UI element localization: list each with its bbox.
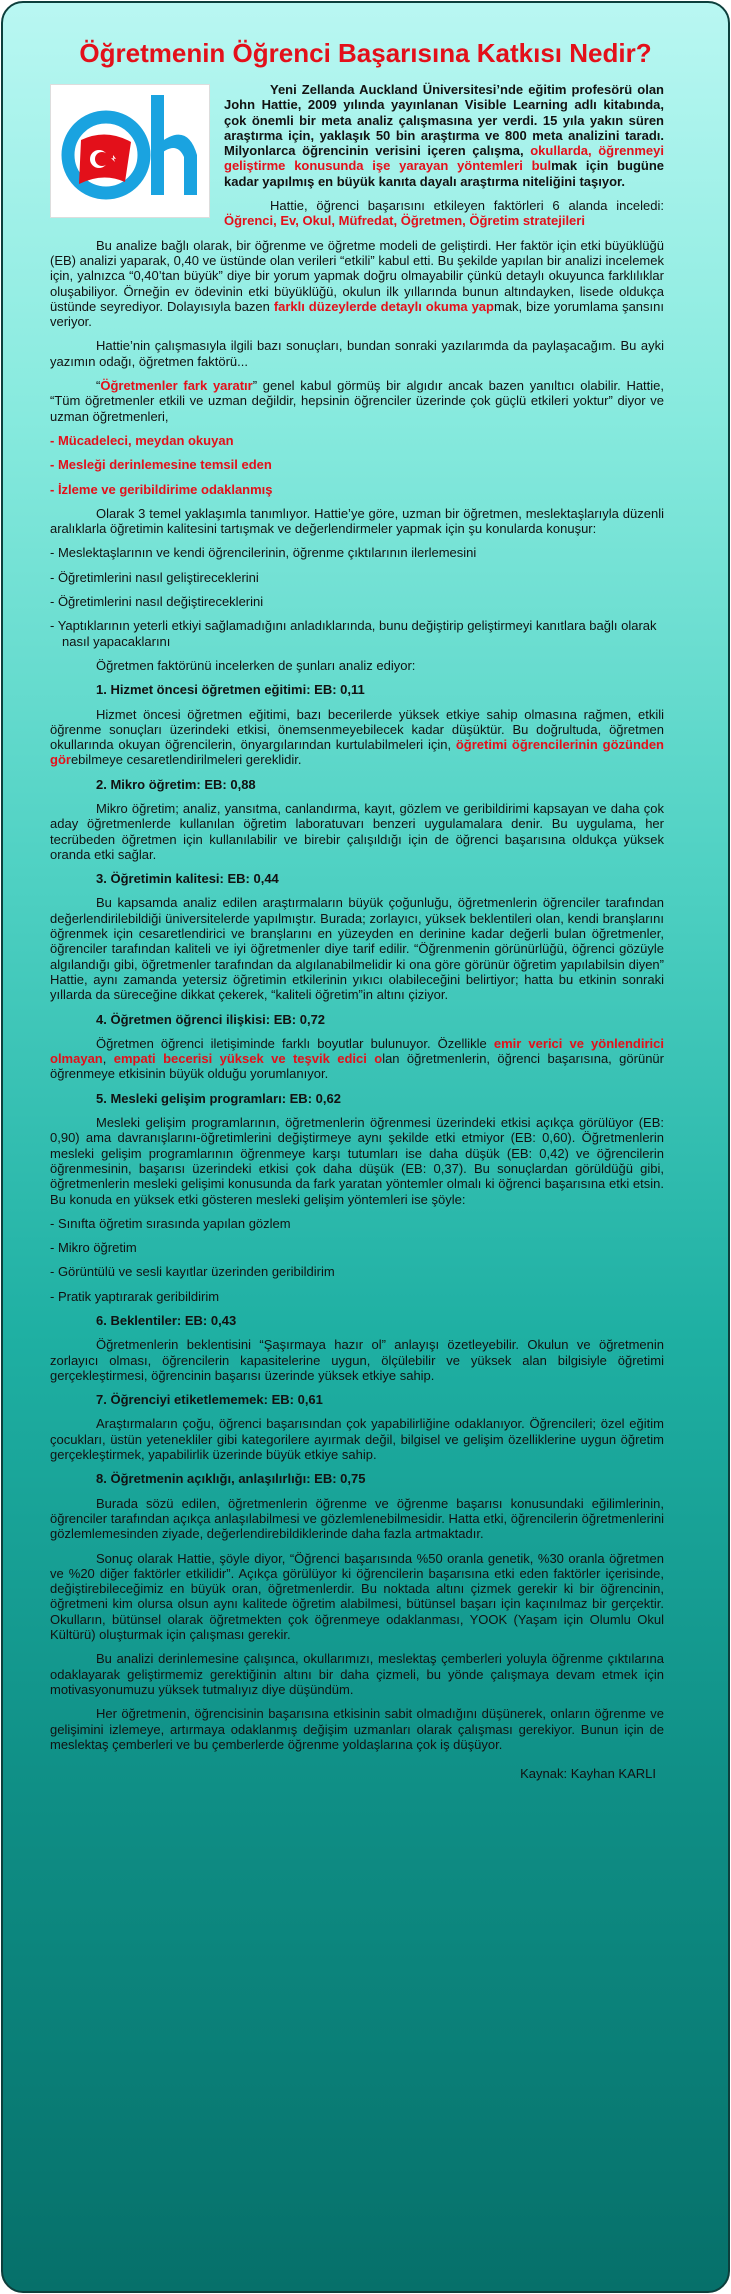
section-3-text: Bu kapsamda analiz edilen araştırmaların büyük çoğunluğu, öğretmenlerin öğrenciler tarafından değerlendirilebildiği üniversitelerde yapılmıştır. Burada; zorlayıcı, yüksek beklentileri olan, kendi branşlarını öğrenmek için cesaretlendirici ve branşlarını en yüzeyden en derinine kadar değerli bulan öğretmenler, öğrenciler tarafından kaliteli ve iyi öğretmenler diye tarif edilir. “Öğrenmenin görünürlüğü, öğrenci gözüyle algılandığı gibi, öğretmenler tarafından da algılanabilmelidir ki ona göre görünür öğretim yapılabilsin diyen” Hattie, aynı zamanda yetersiz öğretimin etkilerinin yıkıcı olabileceğini belirtiyor; hatta bu etkinin sonraki yıllarda da süreceğine dikkat çekerek, “kaliteli öğretim”in altını çiziyor. [50, 895, 664, 1003]
source-credit: Kaynak: Kayhan KARLI [520, 1766, 656, 1782]
intro-paragraph: Yeni Zellanda Auckland Üniversitesi’nde eğitim profesörü olan John Hattie, 2009 yılında yayınlanan Visible Learning adlı kitabında, çok önemli bir meta analiz çalışmasına yer verdi. 15 yıla yakın süren araştırma için, yaklaşık 50 bin araştırma ve 800 meta analizini taradı. Milyonlarca öğrencinin verisini içeren çalışma, okullarda, öğrenmeyi geliştirme konusunda işe yarayan yöntemleri bulmak için bugüne kadar yapılmış en büyük kanıta dayalı araştırma niteliğini taşıyor. [224, 82, 664, 189]
section-6-heading: 6. Beklentiler: EB: 0,43 [96, 1313, 237, 1328]
pd-method-1: - Sınıfta öğretim sırasında yapılan gözlem [50, 1215, 291, 1231]
section-1-heading: 1. Hizmet öncesi öğretmen eğitimi: EB: 0,11 [96, 682, 365, 698]
section-1-text: Hizmet öncesi öğretmen eğitimi, bazı becerilerde yüksek etkiye sahip olmasına rağmen, etkili öğrenme sonuçları üzerindeki etkisi, önemsenmeyebilecek kadar düşüktür. Bu doğrultuda, öğretmen okullarında okuyan öğrencilerin, önyargılarından kurtulabilmeleri için, öğretimi öğrencilerinin gözünden görebilmeye cesaretlendirilmeleri gereklidir. [50, 706, 665, 768]
section-8-text: Burada sözü edilen, öğretmenlerin öğrenme ve öğrenme başarısı konusundaki eğilimlerinin, öğrenciler tarafından açıkça anlaşılabilmesi ve gözlemlenebilmesidir. Hatta etki, öğrencilerin öğretmenlerini gözlemlemesinden ziyade, değerlendirebildiklerinde daha fazla artmaktadır. [50, 1495, 664, 1542]
pd-method-4: - Pratik yaptırarak geribildirim [50, 1288, 220, 1304]
conclusion-paragraph-2: Bu analizi derinlemesine çalışınca, okullarımızı, meslektaş çemberleri yoluyla öğrenme çıktılarına odaklayarak geliştirmemiz gerektiğinin altını bir daha çizmeli, bu yönde çalışmaya devam etmek için motivasyonumuzu yüksek tutmalıyız diye düşündüm. [50, 1651, 664, 1697]
section-2-heading: 2. Mikro öğretim: EB: 0,88 [96, 776, 256, 792]
section-2-text: Mikro öğretim; analiz, yansıtma, canlandırma, kayıt, gözlem ve geribildirimi kapsayan ve daha çok aday öğretmenlerde kullanılan öğretim laboratuvarı benzeri uygulamalara denir. Bu uygulama, her tecrübeden öğretmen için kullanılabilir ve birebir çalışıldığı için de öğrenci başarısına oldukça yüksek oranda etki sağlar. [50, 800, 664, 862]
expert-trait-2: - Mesleği derinlemesine temsil eden [50, 457, 272, 473]
expert-trait-3: - İzleme ve geribildirime odaklanmış [50, 481, 273, 497]
share-paragraph: Hattie’nin çalışmasıyla ilgili bazı sonuçları, bundan sonraki yazılarımda da paylaşacağım. Bu ayki yazımın odağı, öğretmen faktörü... [50, 338, 664, 369]
section-7-text: Araştırmaların çoğu, öğrenci başarısından çok yapabilirliğine odaklanıyor. Öğrencileri; özel eğitim çocukları, üstün yetenekliler gibi kategorilere ayırmak değil, bilgisel ve gelişim özelliklerine uygun öğretim gerçekleştirmek, yapabilirlik üzerinde büyük etkiye sahip. [50, 1416, 664, 1463]
intro-factors-paragraph: Hattie, öğrenci başarısını etkileyen faktörleri 6 alanda inceledi: Öğrenci, Ev, Okul, Müfredat, Öğretmen, Öğretim stratejileri [224, 198, 664, 229]
approach-paragraph: Olarak 3 temel yaklaşımla tanımlıyor. Hattie’ye göre, uzman bir öğretmen, meslektaşlarıyla düzenli aralıklarla öğretimin kalitesini tartışmak ve değerlendirmeler yapmak için şu konularda konuşur: [50, 505, 664, 537]
section-7-heading: 7. Öğrenciyi etiketlememek: EB: 0,61 [96, 1392, 323, 1408]
fark-paragraph: “Öğretmenler fark yaratır” genel kabul görmüş bir algıdır ancak bazen yanıltıcı olabilir. Hattie, “Tüm öğretmenler etkili ve uzman değildir, hepsinin öğrenciler üzerinde çok güçlü etkileri yoktur” diyor ve uzman öğretmenleri, [50, 378, 665, 424]
section-5-text: Mesleki gelişim programlarının, öğretmenlerin öğrenmesi üzerindeki etkisi açıkça görülüyor (EB: 0,90) ama davranışlarını-öğretimlerini değiştirmeye aynı şekilde etki etmiyor (EB: 0,60). Öğretmenlerin mesleki gelişim programlarının öğrenmeye karşı tutumları ise daha düşük (EB: 0,42) ve öğrencilerin öğrenmesinin, başarısı üzerindeki etkisi çok daha düşük (EB: 0,37). Bu sonuçlardan görüldüğü gibi, öğretmenlerin mesleki gelişimi konusunda da fark yaratan yöntemler olmalı ki öğrenci başarısına etki etsin. Bu konuda en yüksek etki gösteren mesleki gelişim yöntemleri ise şöyle: [50, 1115, 664, 1207]
pd-method-2: - Mikro öğretim [50, 1240, 137, 1256]
oh-logo-icon [50, 84, 210, 218]
discussion-topic-1: - Meslektaşlarının ve kendi öğrencilerinin, öğrenme çıktılarının ilerlemesini [50, 545, 477, 561]
discussion-topic-4: - Yaptıklarının yeterli etkiyi sağlamadığını anladıklarında, bunu değiştirip geliştirmeyi kanıtlara bağlı olarak nasıl yapacaklarını [50, 618, 657, 649]
section-3-heading: 3. Öğretimin kalitesi: EB: 0,44 [96, 871, 279, 887]
section-4-text: Öğretmen öğrenci iletişiminde farklı boyutlar bulunuyor. Özellikle emir verici ve yönlendirici olmayan, empati becerisi yüksek ve teşvik edici olan öğretmenlerin, öğrenci başarısına, görünür öğrenmeye etkisinin büyük olduğu yorumlanıyor. [50, 1035, 664, 1082]
discussion-topic-2: - Öğretimlerini nasıl geliştireceklerini [50, 569, 259, 585]
section-6-text: Öğretmenlerin beklentisini “Şaşırmaya hazır ol” anlayışı özetleyebilir. Okulun ve öğretmenin zorlayıcı olması, öğrencilerin kapasitelerine uygun, ölçülebilir ve yüksek alan bilgisiyle öğretimi gerçekleştirmesi, öğrencinin başarısı üzerinde yüksek etkiye sahip. [50, 1337, 664, 1383]
discussion-topic-3: - Öğretimlerini nasıl değiştireceklerini [50, 594, 264, 610]
section-5-heading: 5. Mesleki gelişim programları: EB: 0,62 [96, 1090, 341, 1106]
article-body [50, 82, 664, 1781]
expert-trait-1: - Mücadeleci, meydan okuyan [50, 432, 234, 448]
section-8-heading: 8. Öğretmenin açıklığı, anlaşılırlığı: EB: 0,75 [96, 1471, 366, 1487]
conclusion-paragraph-3: Her öğretmenin, öğrencisinin başarısına etkisinin sabit olmadığını düşünerek, onların öğrenme ve gelişimini izlemeye, artırmaya odaklanmış değişim uzmanları olarak çalışması gerekiyor. Bunun için de meslektaş çemberleri ve bu çemberlerde öğrenme yoldaşlarına çok iş düşüyor. [50, 1706, 664, 1752]
pd-method-3: - Görüntülü ve sesli kayıtlar üzerinden geribildirim [50, 1264, 335, 1280]
page-title: Öğretmenin Öğrenci Başarısına Katkısı Nedir? [79, 38, 652, 68]
section-4-heading: 4. Öğretmen öğrenci ilişkisi: EB: 0,72 [96, 1011, 326, 1027]
factor-intro-paragraph: Öğretmen faktörünü incelerken de şunları analiz ediyor: [96, 657, 416, 673]
analysis-paragraph: Bu analize bağlı olarak, bir öğrenme ve öğretme modeli de geliştirdi. Her faktör için etki büyüklüğü (EB) analizi yaparak, 0,40 ve üstünde olan verileri “etkili” kabul etti. Bu şekilde yapılan bir analizi incelemek için, yalnızca “0,40’tan büyük” diye bir yorum yapmak doğru olmayabilir çünkü detaylı okuyunca farklılıklar oluşabiliyor. Örneğin ev ödevinin etki büyüklüğü, okulun ilk yıllarında bunun altındayken, lisede oldukça üstünde seyrediyor. Dolayısıyla bazen farklı düzeylerde detaylı okuma yapmak, bize yorumlama şansını veriyor. [50, 237, 664, 330]
conclusion-paragraph-1: Sonuç olarak Hattie, şöyle diyor, “Öğrenci başarısında %50 oranla genetik, %30 oranla öğretmen ve %20 diğer faktörler etkilidir”. Açıkça görülüyor ki öğrencilerin başarısına etki eden faktörler içerisinde, değiştirebileceğimiz en büyük oran, öğretmenlerdir. Bu noktada altını çizmek gerekir ki bir öğrencinin, öğretmeni kim olursa olsun aynı kalitede öğretim alabilmesi, bütünsel başarı için kaçınılmaz bir gerçektir. Okulların, bütünsel olarak öğretmekten çok öğrenmeye odaklanması, YOOK (Yaşam için Olumlu Okul Kültürü) oluşturmak için çalışması gerekir. [50, 1550, 664, 1643]
